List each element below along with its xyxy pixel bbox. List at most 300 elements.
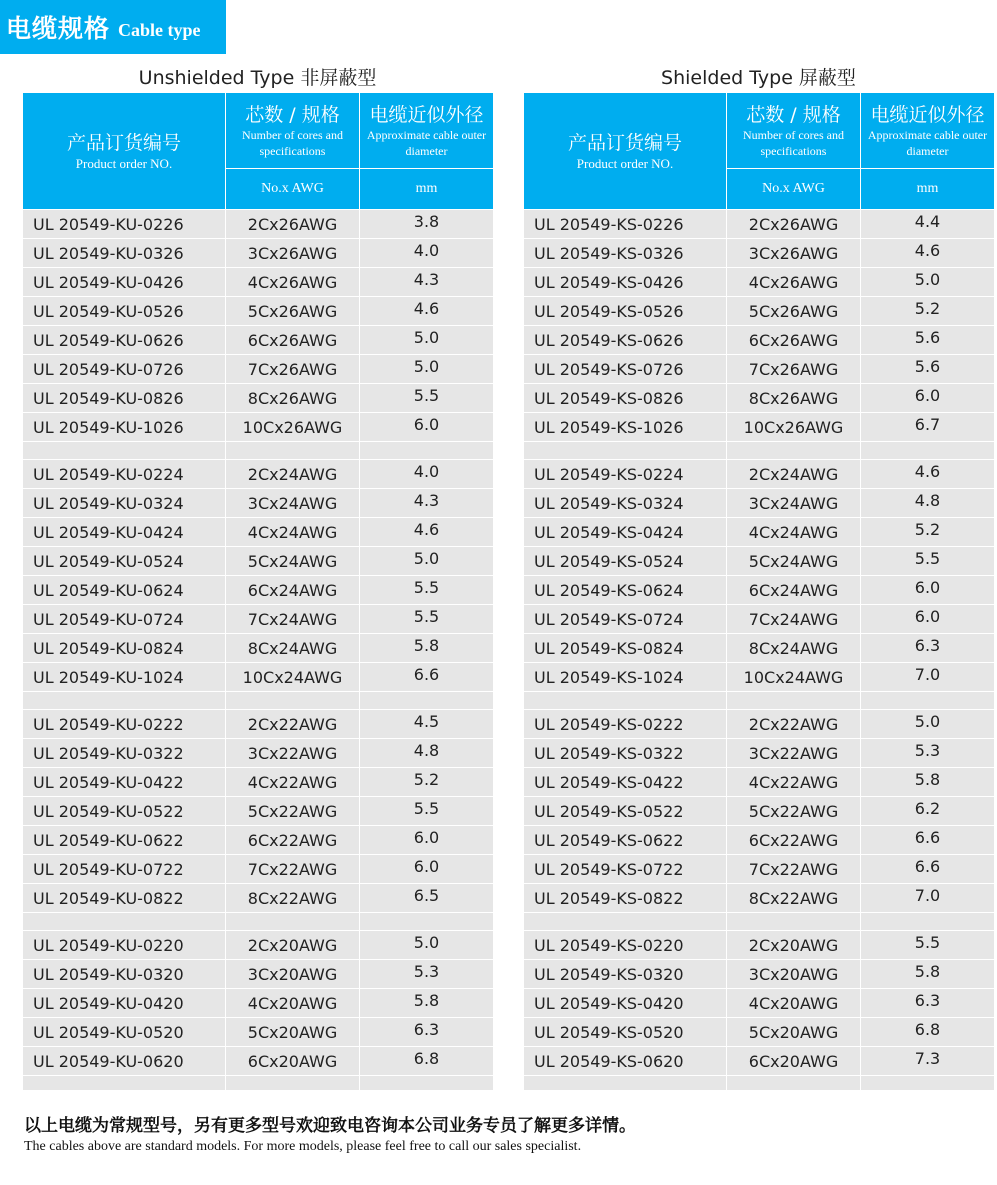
header-diameter-unit: mm <box>360 169 494 210</box>
diameter-value: 3.8 <box>413 211 440 231</box>
cell-cores-spec: 3Cx26AWG <box>226 239 360 268</box>
diameter-value: 6.3 <box>914 635 941 655</box>
diameter-value: 5.0 <box>914 269 941 289</box>
cell-order-no: UL 20549-KU-0322 <box>23 739 226 768</box>
table-row <box>23 576 494 605</box>
cell-cores-spec: 8Cx22AWG <box>226 884 360 913</box>
group-spacer-row <box>524 1076 995 1091</box>
table-row <box>23 547 494 576</box>
header-diameter <box>861 93 995 169</box>
diameter-value: 5.0 <box>914 711 941 731</box>
table-row <box>524 931 995 960</box>
cell-diameter <box>861 605 995 634</box>
diameter-value: 5.8 <box>914 961 941 981</box>
header-diameter-unit: mm <box>861 169 995 210</box>
spacer-cell <box>861 692 995 710</box>
table-row <box>524 884 995 913</box>
spacer-cell <box>360 913 494 931</box>
group-spacer-row <box>23 442 494 460</box>
unshielded-table-body <box>23 210 494 1091</box>
cell-cores-spec: 5Cx26AWG <box>727 297 861 326</box>
cell-diameter <box>861 239 995 268</box>
diameter-value: 5.2 <box>914 298 941 318</box>
cell-diameter <box>360 739 494 768</box>
cell-cores-spec: 4Cx24AWG <box>727 518 861 547</box>
cell-cores-spec: 8Cx24AWG <box>727 634 861 663</box>
table-row <box>524 826 995 855</box>
header-order-no <box>23 93 226 210</box>
table-row <box>524 489 995 518</box>
shielded-table-body <box>524 210 995 1091</box>
diameter-value: 5.5 <box>413 798 440 818</box>
table-row <box>23 989 494 1018</box>
cell-order-no: UL 20549-KS-0524 <box>524 547 727 576</box>
cell-diameter <box>360 605 494 634</box>
diameter-value: 5.3 <box>914 740 941 760</box>
cell-cores-spec: 8Cx22AWG <box>727 884 861 913</box>
cell-cores-spec: 8Cx24AWG <box>226 634 360 663</box>
cell-diameter <box>360 960 494 989</box>
cell-cores-spec: 8Cx26AWG <box>727 384 861 413</box>
cell-diameter <box>861 663 995 692</box>
spacer-cell <box>226 442 360 460</box>
table-row <box>23 413 494 442</box>
table-row <box>23 297 494 326</box>
diameter-value: 5.5 <box>914 548 941 568</box>
footer-note-en: The cables above are standard models. For more models, please feel free to call our sales specialist. <box>24 1139 582 1154</box>
table-row <box>524 855 995 884</box>
cell-cores-spec: 6Cx20AWG <box>226 1047 360 1076</box>
header-cores-en: Number of cores and specifications <box>242 127 343 158</box>
cell-diameter <box>861 931 995 960</box>
diameter-value: 4.0 <box>413 240 440 260</box>
cell-cores-spec: 3Cx26AWG <box>727 239 861 268</box>
cell-cores-spec: 5Cx20AWG <box>226 1018 360 1047</box>
group-spacer-row <box>524 913 995 931</box>
table-row <box>23 884 494 913</box>
cell-cores-spec: 6Cx20AWG <box>727 1047 861 1076</box>
table-row <box>524 710 995 739</box>
cell-cores-spec: 2Cx20AWG <box>226 931 360 960</box>
cell-order-no: UL 20549-KS-0226 <box>524 210 727 239</box>
spacer-cell <box>727 913 861 931</box>
diameter-value: 5.2 <box>413 769 440 789</box>
cell-order-no: UL 20549-KU-1024 <box>23 663 226 692</box>
cell-diameter <box>861 884 995 913</box>
spacer-cell <box>727 442 861 460</box>
cell-order-no: UL 20549-KU-0520 <box>23 1018 226 1047</box>
group-spacer-row <box>23 913 494 931</box>
cell-diameter <box>861 989 995 1018</box>
table-row <box>524 634 995 663</box>
table-row <box>23 826 494 855</box>
cell-cores-spec: 7Cx22AWG <box>727 855 861 884</box>
cell-cores-spec: 2Cx22AWG <box>226 710 360 739</box>
cell-cores-spec: 6Cx26AWG <box>226 326 360 355</box>
table-row <box>524 739 995 768</box>
cell-cores-spec: 5Cx24AWG <box>727 547 861 576</box>
cell-cores-spec: 6Cx22AWG <box>727 826 861 855</box>
cell-order-no: UL 20549-KU-0824 <box>23 634 226 663</box>
header-cores-unit: No.x AWG <box>226 169 360 210</box>
header-order-no <box>524 93 727 210</box>
header-order-en: Product order NO. <box>75 155 173 171</box>
spacer-cell <box>23 442 226 460</box>
cell-order-no: UL 20549-KU-0826 <box>23 384 226 413</box>
spacer-cell <box>524 913 727 931</box>
cell-diameter <box>861 518 995 547</box>
cell-order-no: UL 20549-KU-0526 <box>23 297 226 326</box>
cell-cores-spec: 7Cx24AWG <box>727 605 861 634</box>
diameter-value: 5.6 <box>914 356 941 376</box>
group-spacer-row <box>524 692 995 710</box>
cell-order-no: UL 20549-KU-0422 <box>23 768 226 797</box>
cell-cores-spec: 3Cx20AWG <box>226 960 360 989</box>
spacer-cell <box>727 692 861 710</box>
table-row <box>524 1047 995 1076</box>
diameter-value: 6.0 <box>914 577 941 597</box>
table-row <box>524 355 995 384</box>
diameter-value: 4.8 <box>914 490 941 510</box>
spacer-cell <box>226 1076 360 1091</box>
section-title-tab <box>0 0 226 54</box>
cell-order-no: UL 20549-KS-0326 <box>524 239 727 268</box>
cell-diameter <box>861 547 995 576</box>
cell-diameter <box>861 768 995 797</box>
diameter-value: 6.0 <box>413 414 440 434</box>
cell-order-no: UL 20549-KS-0224 <box>524 460 727 489</box>
table-row <box>23 663 494 692</box>
header-diameter-cn: 电缆近似外径 <box>369 103 484 126</box>
cell-order-no: UL 20549-KU-0220 <box>23 931 226 960</box>
cell-cores-spec: 4Cx24AWG <box>226 518 360 547</box>
table-row <box>23 960 494 989</box>
diameter-value: 6.2 <box>914 798 941 818</box>
cell-order-no: UL 20549-KU-0724 <box>23 605 226 634</box>
diameter-value: 7.3 <box>914 1048 941 1068</box>
cell-cores-spec: 8Cx26AWG <box>226 384 360 413</box>
table-row <box>524 460 995 489</box>
diameter-value: 6.6 <box>914 856 941 876</box>
header-diameter-cn: 电缆近似外径 <box>870 103 985 126</box>
cell-diameter <box>360 413 494 442</box>
diameter-value: 6.7 <box>914 414 941 434</box>
cell-cores-spec: 3Cx22AWG <box>727 739 861 768</box>
cell-diameter <box>861 384 995 413</box>
cell-order-no: UL 20549-KU-0622 <box>23 826 226 855</box>
shielded-panel <box>523 64 994 1091</box>
cell-diameter <box>861 326 995 355</box>
cell-diameter <box>360 239 494 268</box>
diameter-value: 5.5 <box>914 932 941 952</box>
cell-order-no: UL 20549-KS-0626 <box>524 326 727 355</box>
cell-order-no: UL 20549-KS-0622 <box>524 826 727 855</box>
cell-diameter <box>360 931 494 960</box>
table-row <box>23 739 494 768</box>
cell-diameter <box>360 297 494 326</box>
cell-diameter <box>360 826 494 855</box>
cell-order-no: UL 20549-KS-0724 <box>524 605 727 634</box>
cell-diameter <box>861 268 995 297</box>
cell-diameter <box>360 768 494 797</box>
cell-order-no: UL 20549-KS-0426 <box>524 268 727 297</box>
cell-cores-spec: 10Cx24AWG <box>226 663 360 692</box>
cell-order-no: UL 20549-KU-0726 <box>23 355 226 384</box>
diameter-value: 4.6 <box>413 298 440 318</box>
spacer-cell <box>360 442 494 460</box>
cell-diameter <box>360 355 494 384</box>
cell-order-no: UL 20549-KS-0422 <box>524 768 727 797</box>
cell-order-no: UL 20549-KS-0520 <box>524 1018 727 1047</box>
diameter-value: 7.0 <box>914 885 941 905</box>
cell-order-no: UL 20549-KU-0226 <box>23 210 226 239</box>
cell-order-no: UL 20549-KS-0822 <box>524 884 727 913</box>
diameter-value: 7.0 <box>914 664 941 684</box>
unshielded-spec-table <box>22 92 494 1091</box>
cell-diameter <box>861 297 995 326</box>
header-diameter <box>360 93 494 169</box>
cell-diameter <box>360 634 494 663</box>
spacer-cell <box>226 913 360 931</box>
cell-order-no: UL 20549-KS-0824 <box>524 634 727 663</box>
cell-diameter <box>360 268 494 297</box>
table-row <box>23 268 494 297</box>
cell-diameter <box>360 518 494 547</box>
cell-diameter <box>861 460 995 489</box>
header-cores <box>226 93 360 169</box>
table-row <box>524 768 995 797</box>
cell-order-no: UL 20549-KS-0420 <box>524 989 727 1018</box>
cell-order-no: UL 20549-KS-1024 <box>524 663 727 692</box>
cell-cores-spec: 10Cx24AWG <box>727 663 861 692</box>
cell-diameter <box>360 210 494 239</box>
diameter-value: 4.6 <box>413 519 440 539</box>
cell-cores-spec: 7Cx22AWG <box>226 855 360 884</box>
table-row <box>524 268 995 297</box>
cell-cores-spec: 7Cx26AWG <box>727 355 861 384</box>
cell-order-no: UL 20549-KS-0424 <box>524 518 727 547</box>
cell-diameter <box>360 1018 494 1047</box>
table-row <box>23 1018 494 1047</box>
group-spacer-row <box>524 442 995 460</box>
group-spacer-row <box>23 1076 494 1091</box>
diameter-value: 6.6 <box>914 827 941 847</box>
cell-cores-spec: 6Cx22AWG <box>226 826 360 855</box>
cell-diameter <box>861 413 995 442</box>
diameter-value: 4.6 <box>914 240 941 260</box>
cell-order-no: UL 20549-KU-0222 <box>23 710 226 739</box>
diameter-value: 5.0 <box>413 327 440 347</box>
cell-diameter <box>861 1047 995 1076</box>
shielded-table-title: Shielded Type 屏蔽型 <box>661 67 856 89</box>
diameter-value: 4.3 <box>413 269 440 289</box>
cell-diameter <box>861 210 995 239</box>
cell-cores-spec: 2Cx26AWG <box>727 210 861 239</box>
unshielded-panel <box>22 64 493 1091</box>
cell-diameter <box>861 855 995 884</box>
cell-order-no: UL 20549-KS-0826 <box>524 384 727 413</box>
section-title-cn: 电缆规格 <box>6 14 111 43</box>
diameter-value: 4.4 <box>914 211 941 231</box>
cell-order-no: UL 20549-KS-0522 <box>524 797 727 826</box>
diameter-value: 5.2 <box>914 519 941 539</box>
diameter-value: 4.3 <box>413 490 440 510</box>
table-row <box>23 768 494 797</box>
diameter-value: 6.6 <box>413 664 440 684</box>
cell-order-no: UL 20549-KU-0822 <box>23 884 226 913</box>
cell-order-no: UL 20549-KS-0526 <box>524 297 727 326</box>
table-row <box>23 710 494 739</box>
table-row <box>23 634 494 663</box>
table-row <box>524 326 995 355</box>
unshielded-table-title: Unshielded Type 非屏蔽型 <box>138 67 377 89</box>
table-row <box>23 489 494 518</box>
cell-diameter <box>360 384 494 413</box>
table-row <box>23 326 494 355</box>
table-row <box>524 663 995 692</box>
cell-order-no: UL 20549-KU-0420 <box>23 989 226 1018</box>
cell-order-no: UL 20549-KS-0726 <box>524 355 727 384</box>
spacer-cell <box>524 692 727 710</box>
cell-diameter <box>360 576 494 605</box>
cell-cores-spec: 4Cx20AWG <box>727 989 861 1018</box>
cell-order-no: UL 20549-KS-0620 <box>524 1047 727 1076</box>
cell-cores-spec: 3Cx24AWG <box>226 489 360 518</box>
table-row <box>23 797 494 826</box>
cell-diameter <box>861 826 995 855</box>
group-spacer-row <box>23 692 494 710</box>
cell-cores-spec: 4Cx20AWG <box>226 989 360 1018</box>
diameter-value: 4.0 <box>413 461 440 481</box>
table-row <box>524 297 995 326</box>
cell-diameter <box>360 884 494 913</box>
cell-cores-spec: 2Cx22AWG <box>727 710 861 739</box>
cell-order-no: UL 20549-KU-0620 <box>23 1047 226 1076</box>
cell-cores-spec: 5Cx20AWG <box>727 1018 861 1047</box>
spacer-cell <box>861 442 995 460</box>
cell-diameter <box>360 797 494 826</box>
header-diameter-en: Approximate cable outer diameter <box>366 127 487 158</box>
cell-order-no: UL 20549-KS-0624 <box>524 576 727 605</box>
cell-cores-spec: 5Cx26AWG <box>226 297 360 326</box>
diameter-value: 5.0 <box>413 548 440 568</box>
diameter-value: 5.5 <box>413 606 440 626</box>
cell-diameter <box>861 576 995 605</box>
cell-cores-spec: 5Cx24AWG <box>226 547 360 576</box>
header-cores-cn: 芯数 / 规格 <box>245 103 340 126</box>
cell-order-no: UL 20549-KU-0320 <box>23 960 226 989</box>
spacer-cell <box>524 442 727 460</box>
diameter-value: 6.3 <box>413 1019 440 1039</box>
diameter-value: 5.0 <box>413 356 440 376</box>
header-diameter-en: Approximate cable outer diameter <box>867 127 988 158</box>
cell-cores-spec: 2Cx26AWG <box>226 210 360 239</box>
spacer-cell <box>861 913 995 931</box>
diameter-value: 5.8 <box>413 990 440 1010</box>
diameter-value: 4.5 <box>413 711 440 731</box>
header-order-cn: 产品订货编号 <box>66 131 181 154</box>
section-title-en: Cable type <box>118 19 201 40</box>
cell-diameter <box>360 326 494 355</box>
cell-diameter <box>861 634 995 663</box>
table-row <box>524 413 995 442</box>
header-order-cn: 产品订货编号 <box>567 131 682 154</box>
cell-cores-spec: 2Cx24AWG <box>727 460 861 489</box>
cell-cores-spec: 5Cx22AWG <box>226 797 360 826</box>
diameter-value: 5.5 <box>413 577 440 597</box>
header-cores-en: Number of cores and specifications <box>743 127 844 158</box>
cell-diameter <box>861 1018 995 1047</box>
spacer-cell <box>727 1076 861 1091</box>
diameter-value: 5.8 <box>413 635 440 655</box>
cell-order-no: UL 20549-KU-0626 <box>23 326 226 355</box>
cell-diameter <box>861 739 995 768</box>
header-cores-unit: No.x AWG <box>727 169 861 210</box>
cell-order-no: UL 20549-KU-0424 <box>23 518 226 547</box>
spacer-cell <box>861 1076 995 1091</box>
table-row <box>524 797 995 826</box>
cell-cores-spec: 4Cx22AWG <box>226 768 360 797</box>
cell-diameter <box>360 710 494 739</box>
cell-cores-spec: 6Cx24AWG <box>226 576 360 605</box>
table-row <box>524 547 995 576</box>
spacer-cell <box>360 1076 494 1091</box>
cell-cores-spec: 7Cx26AWG <box>226 355 360 384</box>
diameter-value: 4.8 <box>413 740 440 760</box>
spacer-cell <box>23 1076 226 1091</box>
cell-cores-spec: 3Cx20AWG <box>727 960 861 989</box>
spacer-cell <box>226 692 360 710</box>
cell-diameter <box>360 855 494 884</box>
cell-cores-spec: 3Cx22AWG <box>226 739 360 768</box>
spacer-cell <box>23 913 226 931</box>
table-row <box>524 960 995 989</box>
diameter-value: 6.3 <box>914 990 941 1010</box>
header-cores <box>727 93 861 169</box>
cell-cores-spec: 10Cx26AWG <box>727 413 861 442</box>
cell-order-no: UL 20549-KU-0524 <box>23 547 226 576</box>
diameter-value: 5.3 <box>413 961 440 981</box>
cell-order-no: UL 20549-KU-0624 <box>23 576 226 605</box>
diameter-value: 4.6 <box>914 461 941 481</box>
table-row <box>23 855 494 884</box>
spacer-cell <box>360 692 494 710</box>
diameter-value: 5.0 <box>413 932 440 952</box>
table-row <box>23 384 494 413</box>
table-row <box>23 460 494 489</box>
table-row <box>524 1018 995 1047</box>
cell-cores-spec: 5Cx22AWG <box>727 797 861 826</box>
cell-order-no: UL 20549-KU-1026 <box>23 413 226 442</box>
table-row <box>524 384 995 413</box>
cell-cores-spec: 2Cx24AWG <box>226 460 360 489</box>
cell-order-no: UL 20549-KS-0722 <box>524 855 727 884</box>
header-order-en: Product order NO. <box>576 155 674 171</box>
cell-diameter <box>861 710 995 739</box>
table-row <box>23 210 494 239</box>
diameter-value: 6.8 <box>413 1048 440 1068</box>
diameter-value: 5.8 <box>914 769 941 789</box>
table-row <box>524 518 995 547</box>
cell-cores-spec: 4Cx26AWG <box>727 268 861 297</box>
table-row <box>23 355 494 384</box>
cell-cores-spec: 7Cx24AWG <box>226 605 360 634</box>
cell-order-no: UL 20549-KU-0522 <box>23 797 226 826</box>
diameter-value: 6.0 <box>914 606 941 626</box>
cell-diameter <box>861 797 995 826</box>
cell-cores-spec: 2Cx20AWG <box>727 931 861 960</box>
diameter-value: 6.0 <box>413 856 440 876</box>
